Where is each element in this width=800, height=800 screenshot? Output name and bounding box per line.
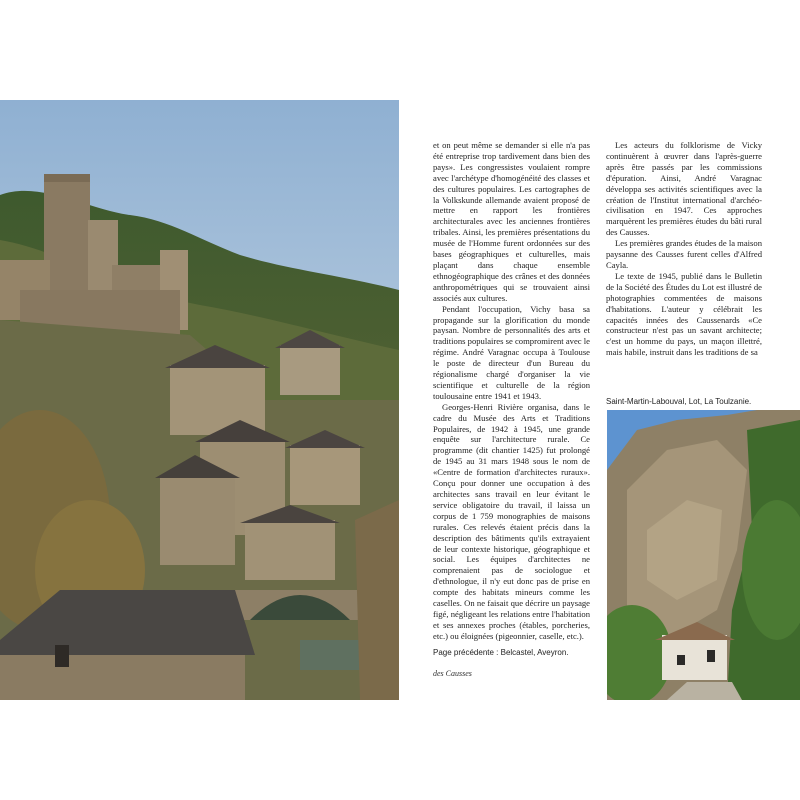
text-column-1 (433, 140, 590, 642)
photo-caption: Saint-Martin-Labouval, Lot, La Toulzanie. (606, 397, 752, 406)
saint-martin-labouval-photo (607, 410, 800, 700)
paragraph: Pendant l'occupation, Vichy basa sa propagande sur la glorification du monde paysan. Nombre de personnalités des arts et traditions populaires se compromirent avec le régime. André Varagnac occupa à Toulouse le poste de directeur d'un Bureau du régionalisme chargé d'organiser la vie scientifique et culturelle de la région toulousaine entre 1941 et 1943. (433, 303, 590, 401)
paragraph: Les acteurs du folklorisme de Vicky continuèrent à œuvrer dans l'après-guerre après être passés par les commissions d'épuration. Ainsi, André Varagnac développa ses activités scientifiques avec la création de l'Institut international d'archéo-civilisation en 1947. Ces approches marquèrent les premières études du bâti rural des Causses. (606, 140, 762, 238)
belcastel-illustration (0, 100, 399, 700)
running-foot: des Causses (433, 669, 472, 678)
cliff-house-illustration (607, 410, 800, 700)
text-column-2 (606, 140, 762, 358)
paragraph: Les premières grandes études de la maison paysanne des Causses furent celles d'Alfred Cayla. (606, 238, 762, 270)
paragraph: et on peut même se demander si elle n'a pas été entreprise trop tardivement dans bien des pays». Les congressistes voulaient rompre avec l'archétype d'homogénéité des classes et des cultures populaires. Les cartographes de la Volkskunde allemande avaient proposé de mettre en rapport les frontières architecturales avec les anciennes frontières tribales. Ainsi, les premières présentations du musée de l'Homme furent ordonnées sur des bases géographiques et culturelles, mais plaçant dans chaque ensemble ethnogéographique des crânes et des données anthropométriques qui se trouvaient ainsi associés aux cultures. (433, 140, 590, 303)
caption-previous-page: Page précédente : Belcastel, Aveyron. (433, 648, 569, 657)
paragraph: Georges-Henri Rivière organisa, dans le cadre du Musée des Arts et Traditions Populaires, de 1942 à 1945, une grande enquête sur l'architecture rurale. Ce programme (dit chantier 1425) fut prolongé de 1945 au 31 mars 1948 sous le nom de «Centre de formation d'architectes ruraux». Conçu pour donner une occupation à des architectes sans travail en leur évitant le service obligatoire du travail, il laissa un corpus de 1 759 monographies de maisons rurales. Ces relevés étaient précis dans la description des bâtiments qu'ils extrayaient de leur contexte historique, géographique et social. Les équipes d'architectes ne comprenaient pas de sociologue et d'ethnologue, il n'y eut donc pas de prise en compte des habitats mineurs comme les caselles. On ne faisait que décrire un paysage figé, négligeant les relations entre l'habitation et ses annexes proches (étables, porcheries, etc.) ou éloignées (pigeonnier, caselle, etc.). (433, 401, 590, 641)
paragraph: Le texte de 1945, publié dans le Bulletin de la Société des Études du Lot est illustré de photographies commentées de maisons d'habitations. L'auteur y célébrait les capacités innées des Caussenards «Ce constructeur n'est pas un savant architecte; c'est un homme du pays, un maçon illettré, mais habile, instruit dans les traditions de sa (606, 270, 762, 358)
belcastel-photo (0, 100, 399, 700)
